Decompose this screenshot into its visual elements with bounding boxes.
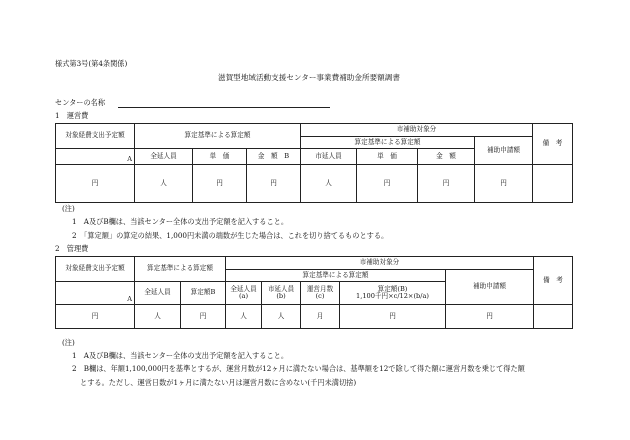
mgmt-header-months — [301, 282, 340, 305]
center-name-field[interactable] — [118, 99, 330, 108]
mgmt-header-city-subsidy: 市補助対象分 — [226, 257, 534, 270]
cell-remarks[interactable] — [533, 165, 573, 203]
mgmt-header-amount-b: 算定額B — [181, 282, 226, 305]
a-mark: A — [127, 154, 132, 163]
mgmt-cell-application[interactable]: 円 — [446, 305, 534, 329]
center-name-label: センターの名称 — [55, 98, 106, 107]
cell-application[interactable]: 円 — [475, 165, 533, 203]
mgmt-header-city-persons-b-label: 市延人員 — [267, 284, 295, 293]
notes2-item-2-cont: とする。ただし、運営日数が1ヶ月に満たない月は運営月数に含めない(千円未満切捨) — [80, 378, 357, 387]
notes2-label: (注) — [62, 338, 75, 347]
notes2-item-1: 1 A及びB欄は、当該センター全体の支出予定額を記入すること。 — [72, 351, 289, 360]
mgmt-cell-months[interactable]: 月 — [301, 305, 340, 329]
cell-total-budget[interactable]: 円 — [56, 165, 135, 203]
mgmt-header-persons-a-sub: (a) — [238, 292, 249, 300]
cell-unit-price[interactable]: 円 — [193, 165, 247, 203]
section1-heading: 1 運営費 — [55, 111, 89, 120]
mgmt-cell-calc-b[interactable]: 円 — [340, 305, 446, 329]
header-city-amount: 金 額 — [418, 149, 475, 165]
mgmt-header-a-cell — [56, 282, 135, 305]
section2-heading: 2 管理費 — [55, 244, 89, 253]
mgmt-cell-total-budget[interactable]: 円 — [56, 305, 135, 329]
mgmt-header-persons: 全延人員 — [135, 282, 181, 305]
notes1-item-2: 2 「算定額」の算定の結果、1,000円未満の端数が生じた場合は、これを切り捨てるものとする。 — [72, 231, 389, 240]
mgmt-cell-city-persons-b[interactable]: 人 — [262, 305, 301, 329]
cell-persons[interactable]: 人 — [135, 165, 193, 203]
header-city-subsidy: 市補助対象分 — [301, 124, 533, 137]
mgmt-header-city-persons-b — [262, 282, 301, 305]
header-application: 補助申請額 — [475, 137, 533, 165]
header-amount-b: 金 額 B — [247, 149, 301, 165]
header-city-unit-price: 単 価 — [357, 149, 418, 165]
cell-city-unit-price[interactable]: 円 — [357, 165, 418, 203]
header-persons: 全延人員 — [135, 149, 193, 165]
mgmt-header-remarks: 備 考 — [534, 257, 573, 305]
mgmt-header-total-budget: 対象経費支出予定額 — [56, 257, 135, 282]
header-unit-price: 単 価 — [193, 149, 247, 165]
mgmt-cell-remarks[interactable] — [534, 305, 573, 329]
mgmt-header-months-label: 運営月数 — [306, 284, 334, 293]
mgmt-header-city-calc: 算定基準による算定額 — [226, 270, 446, 282]
mgmt-header-city-persons-b-sub: (b) — [276, 292, 286, 300]
mgmt-header-persons-a — [226, 282, 262, 305]
operating-cost-table — [55, 123, 573, 203]
header-calc-by-standard: 算定基準による算定額 — [135, 124, 301, 149]
mgmt-header-calc-b-label: 算定額(B) — [377, 284, 408, 293]
mgmt-header-calc-by-standard: 算定基準による算定額 — [135, 257, 226, 282]
mgmt-header-months-sub: (c) — [315, 292, 325, 300]
header-city-persons: 市延人員 — [301, 149, 357, 165]
mgmt-cell-persons[interactable]: 人 — [135, 305, 181, 329]
notes1-item-1: 1 A及びB欄は、当該センター全体の支出予定額を記入すること。 — [72, 217, 289, 226]
cell-amount-b[interactable]: 円 — [247, 165, 301, 203]
header-total-budget: 対象経費支出予定額 — [56, 124, 135, 149]
page-title: 滋賀型地域活動支援センター事業費補助金所要額調書 — [218, 73, 400, 82]
mgmt-header-application: 補助申請額 — [446, 270, 534, 305]
notes1-label: (注) — [62, 204, 75, 213]
header-a-cell — [56, 149, 135, 165]
mgmt-cell-persons-a[interactable]: 人 — [226, 305, 262, 329]
header-city-calc: 算定基準による算定額 — [301, 137, 475, 149]
cell-city-amount[interactable]: 円 — [418, 165, 475, 203]
form-number: 様式第3号(第4条関係) — [55, 59, 128, 68]
mgmt-header-calc-b-formula: 1,100千円×c/12×(b/a) — [356, 292, 429, 300]
management-cost-table — [55, 256, 573, 329]
cell-city-persons[interactable]: 人 — [301, 165, 357, 203]
mgmt-header-persons-a-label: 全延人員 — [230, 284, 257, 293]
mgmt-cell-amount-b[interactable]: 円 — [181, 305, 226, 329]
mgmt-header-calc-b — [340, 282, 446, 305]
notes2-item-2: 2 B欄は、年額1,100,000円を基準とするが、運営月数が12ヶ月に満たない場合は、基準額を12で除して得た額に運営月数を乗じて得た額 — [72, 364, 525, 373]
mgmt-a-mark: A — [127, 294, 132, 303]
header-remarks: 備 考 — [533, 124, 573, 165]
